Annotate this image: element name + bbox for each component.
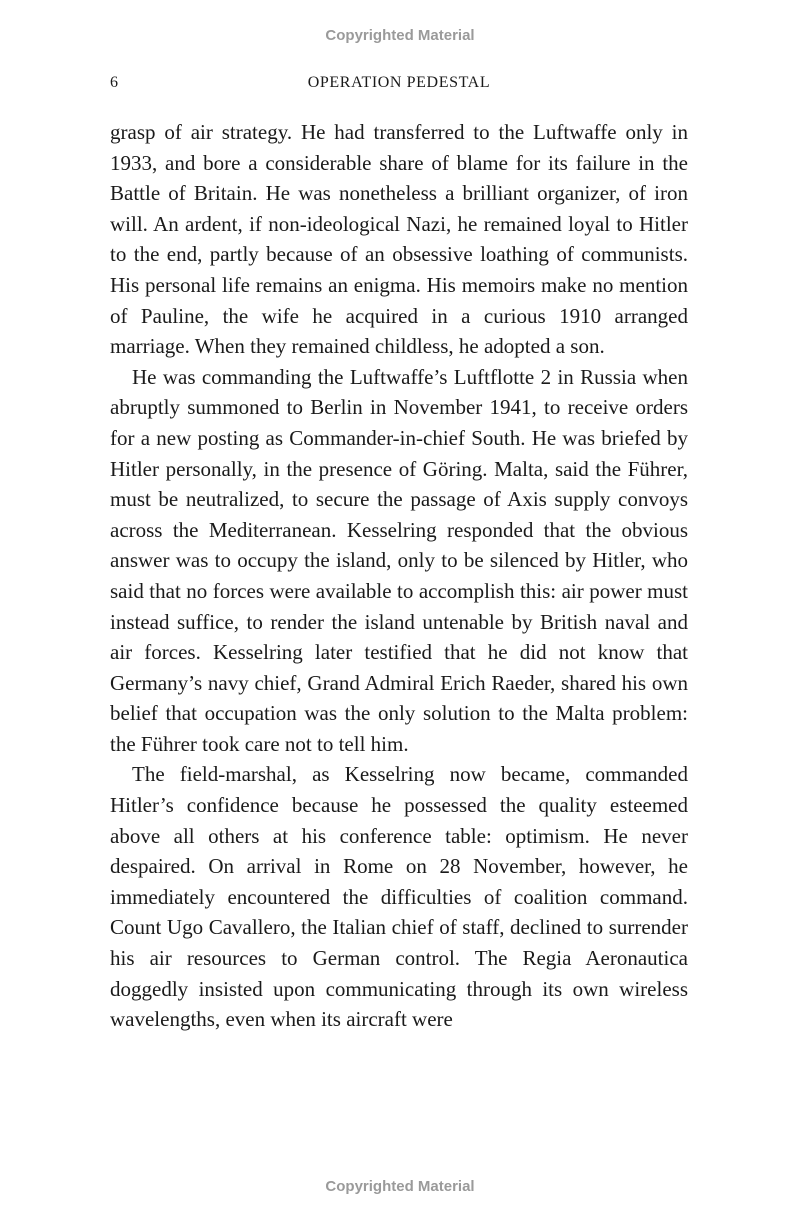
page-number: 6: [110, 74, 118, 91]
paragraph-1: grasp of air strategy. He had transferred to the Luftwaffe only in 1933, and bore a considerable share of blame for its failure in the Battle of Britain. He was nonetheless a brilliant organizer, of iron will. An ardent, if non-ideological Nazi, he remained loyal to Hitler to the end, partly because of an obsessive loathing of communists. His personal life remains an enigma. His memoirs make no mention of Pauline, the wife he acquired in a curious 1910 arranged marriage. When they remained childless, he adopted a son.: [110, 120, 688, 359]
running-title: OPERATION PEDESTAL: [307, 74, 491, 91]
copyright-watermark-top: Copyrighted Material: [325, 27, 475, 44]
paragraph-2: He was commanding the Luftwaffe’s Luftflotte 2 in Russia when abruptly summoned to Berlin in November 1941, to receive orders for a new posting as Commander-in-chief South. He was briefed by Hitler personally, in the presence of Göring. Malta, said the Führer, must be neutralized, to secure the passage of Axis supply convoys across the Mediterranean. Kesselring responded that the obvious answer was to occupy the island, only to be silenced by Hitler, who said that no forces were available to accomplish this: air power must instead suffice, to render the island untenable by British naval and air forces. Kesselring later testified that he did not know that Germany’s navy chief, Grand Admiral Erich Raeder, shared his own belief that occupation was the only solution to the Malta problem: the Führer took care not to tell him.: [110, 364, 688, 756]
running-header: [110, 74, 688, 96]
copyright-watermark-bottom: Copyrighted Material: [325, 1178, 475, 1195]
paragraph-3: The field-marshal, as Kesselring now became, commanded Hitler’s confidence because he possessed the quality esteemed above all others at his conference table: optimism. He never despaired. On arrival in Rome on 28 November, however, he immediately encountered the difficulties of coalition command. Count Ugo Cavallero, the Italian chief of staff, declined to surrender his air resources to German control. The Regia Aeronautica doggedly insisted upon communicating through its own wireless wavelengths, even when its aircraft were: [110, 762, 688, 1032]
body-text: [110, 117, 688, 1035]
